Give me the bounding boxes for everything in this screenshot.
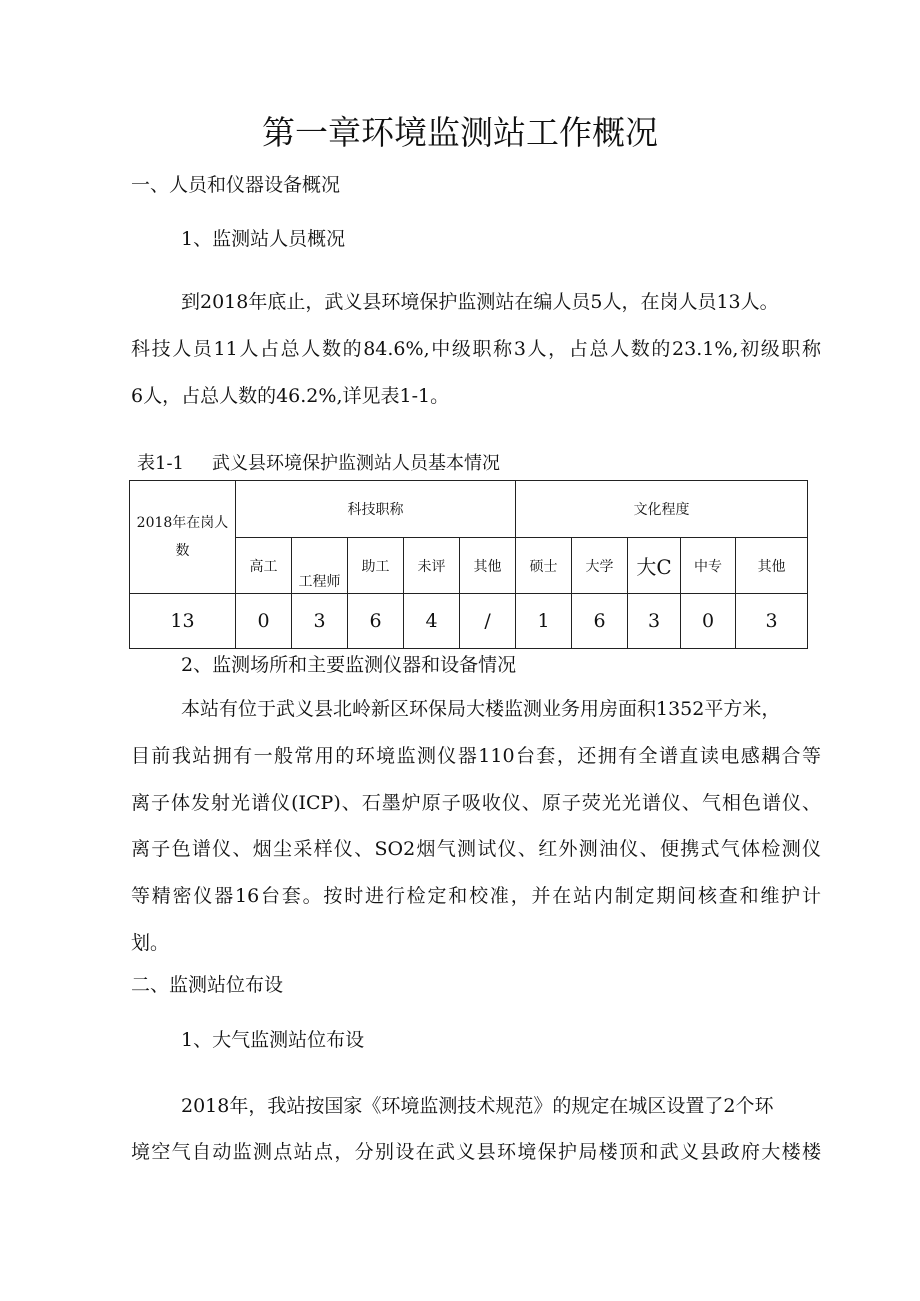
column-header: 中专 <box>681 538 736 594</box>
paragraph-line: 到2018年底止，武义县环境保护监测站在编人员5人，在岗人员13人。 <box>181 291 779 313</box>
column-header: 大学 <box>572 538 628 594</box>
column-header: 其他 <box>460 538 516 594</box>
table-cell: 3 <box>628 594 681 649</box>
table-cell: 6 <box>572 594 628 649</box>
table-cell: 6 <box>348 594 404 649</box>
table-cell: 0 <box>236 594 292 649</box>
table-cell: 13 <box>130 594 236 649</box>
paragraph-line: 6人，占总人数的46.2%,详见表1-1。 <box>131 385 450 407</box>
paragraph-line: 离子色谱仪、烟尘采样仪、SO2烟气测试仪、红外测油仪、便携式气体检测仪 <box>131 838 821 860</box>
table-caption-title: 武义县环境保护监测站人员基本情况 <box>212 453 500 474</box>
chapter-title: 第一章环境监测站工作概况 <box>262 113 658 152</box>
table-cell: 3 <box>736 594 808 649</box>
table-cell: 3 <box>292 594 348 649</box>
paragraph-line: 本站有位于武义县北岭新区环保局大楼监测业务用房面积1352平方米， <box>181 698 781 720</box>
section-heading-station-layout: 二、监测站位布设 <box>131 974 284 996</box>
table-cell: 0 <box>681 594 736 649</box>
column-header: 其他 <box>736 538 808 594</box>
section-heading-personnel-equipment: 一、人员和仪器设备概况 <box>131 174 341 196</box>
column-header: 助工 <box>348 538 404 594</box>
column-header: 未评 <box>404 538 460 594</box>
table-cell: / <box>460 594 516 649</box>
paragraph-line: 境空气自动监测点站点，分别设在武义县环境保护局楼顶和武义县政府大楼楼 <box>131 1141 821 1163</box>
table-caption-number: 表1-1 <box>137 453 184 474</box>
subsection-heading-staff: 1、监测站人员概况 <box>181 228 346 250</box>
subsection-heading-facilities: 2、监测场所和主要监测仪器和设备情况 <box>181 654 517 676</box>
column-header: 大C <box>628 538 681 594</box>
paragraph-line: 2018年，我站按国家《环境监测技术规范》的规定在城区设置了2个环 <box>181 1095 774 1117</box>
paragraph-line: 离子体发射光谱仪(ICP)、石墨炉原子吸收仪、原子荧光光谱仪、气相色谱仪、 <box>131 792 821 814</box>
subsection-heading-air-stations: 1、大气监测站位布设 <box>181 1029 365 1051</box>
paragraph-line: 等精密仪器16台套。按时进行检定和校准，并在站内制定期间核查和维护计 <box>131 885 821 907</box>
paragraph-line: 划。 <box>131 932 170 954</box>
paragraph-line: 科技人员11人占总人数的84.6%,中级职称3人，占总人数的23.1%,初级职称 <box>131 338 821 360</box>
column-header: 硕士 <box>516 538 572 594</box>
table-cell: 1 <box>516 594 572 649</box>
group-header-titles: 科技职称 <box>236 481 516 538</box>
group-header-education: 文化程度 <box>516 481 808 538</box>
column-header: 高工 <box>236 538 292 594</box>
paragraph-line: 目前我站拥有一般常用的环境监测仪器110台套，还拥有全谱直读电感耦合等 <box>131 745 821 767</box>
row-header-cell: 2018年在岗人数 <box>130 481 236 594</box>
table-cell: 4 <box>404 594 460 649</box>
staff-table <box>129 480 808 649</box>
table-caption <box>137 453 500 475</box>
column-header: 工程师 <box>292 538 348 594</box>
